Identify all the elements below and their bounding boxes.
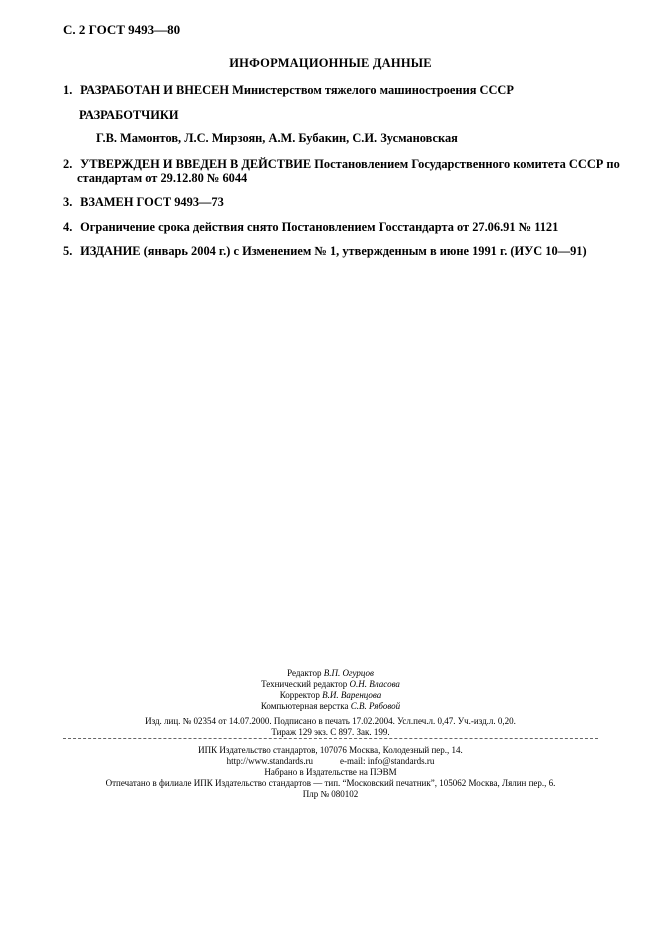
item-label: РАЗРАБОТАН И ВНЕСЕН (80, 83, 230, 97)
publisher-line: ИПК Издательство стандартов, 107076 Москва, Колодезный пер., 14. (198, 745, 463, 755)
item-number: 1. (63, 83, 73, 97)
info-item-2 (63, 157, 623, 185)
item-continuation: стандартам от 29.12.80 № 6044 (77, 171, 248, 185)
publication-line: Тираж 129 экз. С 897. Зак. 199. (271, 727, 390, 737)
item-label: УТВЕРЖДЕН И ВВЕДЕН В ДЕЙСТВИЕ (80, 157, 312, 171)
item-text: Министерством тяжелого машиностроения СССР (232, 83, 514, 97)
section-title: ИНФОРМАЦИОННЫЕ ДАННЫЕ (229, 56, 432, 70)
info-item-3 (63, 195, 623, 209)
publisher-info (0, 745, 661, 800)
item-label: ИЗДАНИЕ (80, 244, 141, 258)
info-item-4 (63, 220, 623, 234)
developers-label: РАЗРАБОТЧИКИ (79, 108, 179, 122)
publication-line: Изд. лиц. № 02354 от 14.07.2000. Подписано в печать 17.02.2004. Усл.печ.л. 0,47. Уч.-изд.л. 0,20. (145, 716, 516, 726)
item-label: ВЗАМЕН ГОСТ 9493—73 (80, 195, 224, 209)
info-item-1 (63, 83, 623, 97)
item-text: Постановлением Государственного комитета СССР по (314, 157, 620, 171)
page-header: С. 2 ГОСТ 9493—80 (63, 22, 181, 37)
item-text: Ограничение срока действия снято Постановлением Госстандарта от 27.06.91 № 1121 (80, 220, 559, 234)
publisher-line: Плр № 080102 (302, 789, 359, 799)
developers-names: Г.В. Мамонтов, Л.С. Мирзоян, А.М. Бубакин, С.И. Зусмановская (96, 131, 458, 145)
info-item-5 (63, 244, 623, 258)
editorial-credits (0, 668, 661, 712)
dashed-divider (63, 738, 598, 739)
credit-layout: Компьютерная верстка С.В. Рябовой (260, 701, 401, 711)
item-number: 5. (63, 244, 73, 258)
credit-tech-editor: Технический редактор О.Н. Власова (261, 679, 400, 689)
item-text: (январь 2004 г.) с Изменением № 1, утвержденным в июне 1991 г. (ИУС 10—91) (143, 244, 587, 258)
item-number: 4. (63, 220, 73, 234)
credit-proofreader: Корректор В.И. Варенцова (279, 690, 382, 700)
publication-info (0, 716, 661, 738)
credit-editor: Редактор В.П. Огурцов (287, 668, 374, 678)
item-number: 2. (63, 157, 73, 171)
publisher-line: Отпечатано в филиале ИПК Издательство стандартов — тип. “Московский печатник”, 105062 Москва, Лялин пер., 6. (105, 778, 556, 788)
publisher-web-line: http://www.standards.ru e-mail: info@standards.ru (226, 756, 435, 766)
item-number: 3. (63, 195, 73, 209)
publisher-line: Набрано в Издательстве на ПЭВМ (264, 767, 397, 777)
